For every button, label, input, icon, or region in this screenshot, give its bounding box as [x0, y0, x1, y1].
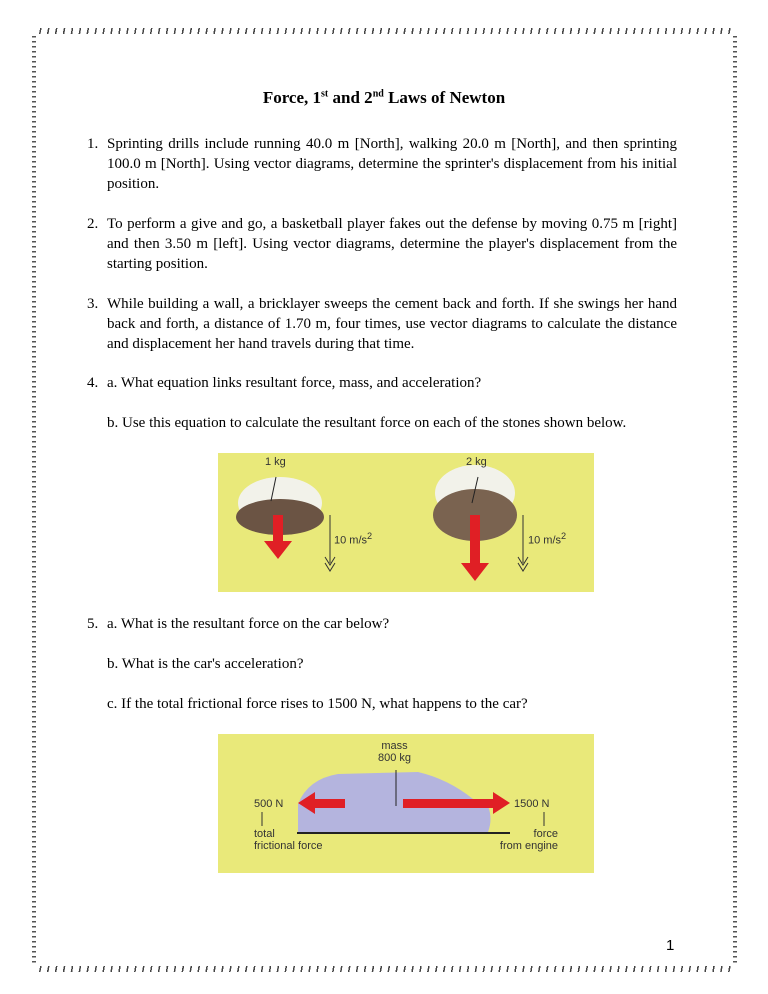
- stone2-accel-label: 10 $m/s^2$: [528, 531, 567, 547]
- question-5a: 5. a. What is the resultant force on the car below?: [87, 616, 390, 632]
- question-3: 3. While building a wall, a bricklayer sweeps the cement back and forth. If she swings her hand back and forth, a distance of 1.70 m, four times, use vector diagrams to calculate the distance and displacement her hand travels during that time.: [87, 296, 677, 352]
- question-1: 1. Sprinting drills include running 40.0 m [North], walking 20.0 m [North], and then sprinting 100.0 m [North]. Using vector diagrams, determine the sprinter's displacement from his initial position.: [87, 136, 677, 192]
- question-4b: b. Use this equation to calculate the resultant force on each of the stones shown below.: [107, 415, 627, 431]
- friction-force-label: total frictional force: [254, 828, 323, 852]
- page-title: Force, 1st and 2nd Laws of Newton: [262, 88, 506, 107]
- stone1-accel-label: 10 $m/s^2$: [334, 531, 373, 547]
- car-mass-label: mass 800 kg: [378, 740, 412, 764]
- page-border-left: [32, 36, 36, 964]
- page-border-bottom: [36, 966, 734, 972]
- page-border-right: [733, 36, 737, 964]
- stones-illustration: [218, 453, 594, 592]
- friction-force-value: 500 N: [254, 798, 284, 810]
- engine-force-label: force from engine: [499, 828, 558, 852]
- question-5b: b. What is the car's acceleration?: [107, 656, 304, 672]
- stone2-mass-label: 2 kg: [466, 456, 487, 468]
- question-4a: 4. a. What equation links resultant force, mass, and acceleration?: [87, 375, 482, 391]
- stones-figure: [218, 453, 594, 592]
- question-5c: c. If the total frictional force rises to 1500 N, what happens to the car?: [107, 696, 528, 712]
- car-figure: [218, 734, 594, 873]
- question-2: 2. To perform a give and go, a basketball player fakes out the defense by moving 0.75 m [right] and then 3.50 m [left]. Using vector diagrams, determine the player's displacement from the starting position.: [87, 216, 677, 272]
- stone1-mass-label: 1 kg: [265, 456, 286, 468]
- engine-force-value: 1500 N: [514, 798, 550, 810]
- page-border-top: [36, 28, 734, 34]
- page-number: 1: [666, 937, 675, 954]
